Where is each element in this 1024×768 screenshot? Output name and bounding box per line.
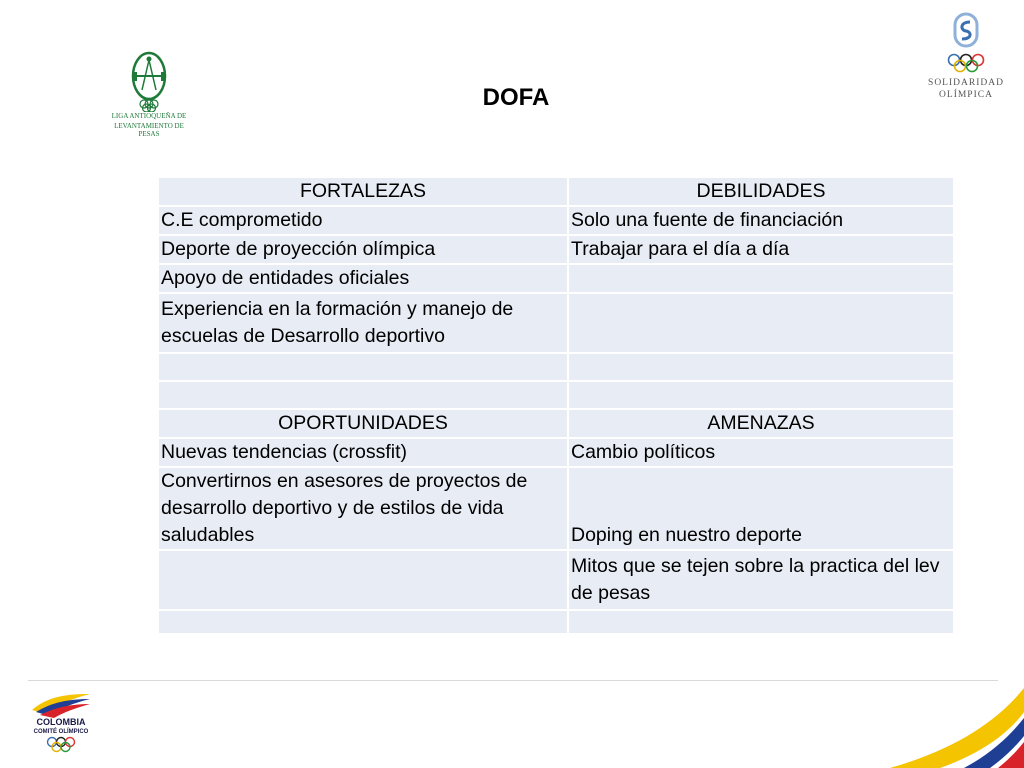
table-cell: Nuevas tendencias (crossfit): [158, 438, 568, 467]
table-row: [158, 353, 954, 381]
table-row: [158, 264, 954, 293]
liga-logo-line1: LIGA ANTIOQUEÑA DE: [111, 112, 187, 120]
liga-logo: [104, 50, 194, 136]
table-cell: Mitos que se tejen sobre la practica del lev de pesas: [568, 550, 954, 610]
table-row: [158, 177, 954, 206]
table-row: [158, 550, 954, 610]
colombia-flag-swoosh-icon: [28, 690, 94, 718]
fortalezas-header: FORTALEZAS: [158, 177, 568, 206]
table-cell: Convertirnos en asesores de proyectos de desarrollo deportivo y de estilos de vida saludables: [158, 467, 568, 550]
table-row: [158, 293, 954, 353]
table-row: [158, 409, 954, 438]
table-row: [158, 610, 954, 634]
table-cell: Doping en nuestro deporte: [568, 467, 954, 550]
footer-divider: [28, 680, 998, 681]
table-row: [158, 381, 954, 409]
amenazas-header: AMENAZAS: [568, 409, 954, 438]
table-cell: [568, 293, 954, 353]
table-row: [158, 438, 954, 467]
weightlifter-emblem-icon: [104, 50, 194, 112]
table-cell: Apoyo de entidades oficiales: [158, 264, 568, 293]
slide-title: DOFA: [482, 84, 550, 111]
table-row: [158, 235, 954, 264]
table-cell: C.E comprometido: [158, 206, 568, 235]
table-cell: [568, 610, 954, 634]
table-cell: Solo una fuente de financiación: [568, 206, 954, 235]
olympic-rings-icon: [28, 736, 94, 754]
solidaridad-olimpica-logo: [918, 12, 1014, 112]
solidaridad-logo-line2: OLÍMPICA: [939, 90, 993, 100]
debilidades-header: DEBILIDADES: [568, 177, 954, 206]
table-cell: Cambio políticos: [568, 438, 954, 467]
table-cell: [158, 381, 568, 409]
table-row: [158, 467, 954, 550]
table-cell: [568, 353, 954, 381]
colombia-olympic-committee-logo: [28, 690, 94, 756]
solidaridad-logo-line1: SOLIDARIDAD: [928, 78, 1004, 88]
colombia-logo-line2: COMITÉ OLÍMPICO: [33, 729, 89, 735]
colombia-logo-line1: COLOMBIA: [36, 717, 86, 727]
decorative-swoosh-icon: [880, 668, 1024, 768]
table-cell: Deporte de proyección olímpica: [158, 235, 568, 264]
table-cell: [568, 381, 954, 409]
table-cell: Trabajar para el día a día: [568, 235, 954, 264]
table-cell: [568, 264, 954, 293]
table-cell: [158, 353, 568, 381]
liga-logo-line2: LEVANTAMIENTO DE PESAS: [114, 122, 184, 138]
dofa-table: [157, 176, 955, 635]
olympic-solidarity-emblem-icon: [918, 12, 1014, 76]
table-cell: [158, 610, 568, 634]
table-cell: [158, 550, 568, 610]
table-cell: Experiencia en la formación y manejo de escuelas de Desarrollo deportivo: [158, 293, 568, 353]
oportunidades-header: OPORTUNIDADES: [158, 409, 568, 438]
table-row: [158, 206, 954, 235]
